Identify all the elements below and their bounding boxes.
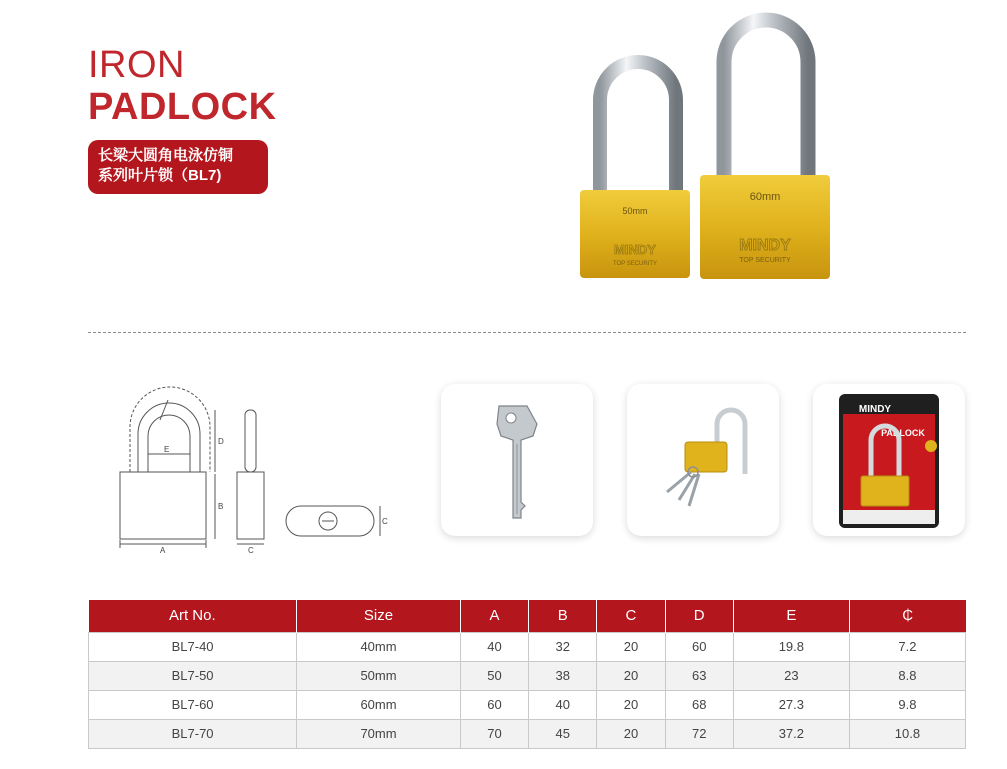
cell-b: 32 [529,632,597,661]
cell-size: 70mm [297,719,461,748]
col-e: E [733,600,849,632]
small-lock-tagline: TOP SECURITY [612,261,658,267]
table-header-row [89,600,966,632]
cell-d: 63 [665,661,733,690]
cell-art-no: BL7-60 [89,690,297,719]
cell-e: 19.8 [733,632,849,661]
key-icon [441,384,593,536]
padlock-with-keys-icon [627,384,779,536]
dim-b-label: B [218,502,224,511]
cell-e: 27.3 [733,690,849,719]
dim-c-side-label: C [248,546,254,555]
package-icon [813,384,965,536]
col-size: Size [297,600,461,632]
cell-e: 23 [733,661,849,690]
cell-art-no: BL7-70 [89,719,297,748]
cell-a: 40 [460,632,528,661]
cell-art-no: BL7-50 [89,661,297,690]
cell-weight: 8.8 [849,661,965,690]
cell-size: 40mm [297,632,461,661]
dim-d-label: D [218,437,224,446]
dimension-drawing [100,372,400,562]
table-row [89,690,966,719]
cell-weight: 10.8 [849,719,965,748]
dim-a-label: A [160,546,166,555]
title-iron: IRON [88,44,185,86]
col-b: B [529,600,597,632]
large-lock-label: 60mm [749,191,781,203]
large-lock-tagline: TOP SECURITY [739,257,791,264]
col-a: A [460,600,528,632]
cell-c: 20 [597,719,665,748]
cell-c: 20 [597,661,665,690]
cell-weight: 7.2 [849,632,965,661]
cell-a: 60 [460,690,528,719]
cell-b: 40 [529,690,597,719]
cell-b: 38 [529,661,597,690]
cell-b: 45 [529,719,597,748]
title-padlock: PADLOCK [88,86,277,128]
badge-line-2: 系列叶片锁（BL7) [98,167,222,184]
small-lock-label: 50mm [622,206,648,216]
col-d: D [665,600,733,632]
key-thumbnail [441,384,593,536]
large-lock-brand: MINDY [739,237,791,254]
hero-padlocks-image [528,0,840,325]
cell-d: 60 [665,632,733,661]
section-divider [88,332,966,333]
cell-e: 37.2 [733,719,849,748]
cell-weight: 9.8 [849,690,965,719]
package-brand: MINDY [858,404,892,415]
series-badge [88,140,268,194]
cell-d: 68 [665,690,733,719]
col-art-no: Art No. [89,600,297,632]
cell-c: 20 [597,632,665,661]
badge-line-1: 长梁大圆角电泳仿铜 [98,147,234,164]
dim-e-label: E [164,445,170,454]
cell-d: 72 [665,719,733,748]
cell-size: 50mm [297,661,461,690]
package-title: PADLOCK [881,428,925,438]
dim-c-bottom-label: C [382,517,388,526]
cell-art-no: BL7-40 [89,632,297,661]
col-c: C [597,600,665,632]
spec-table [88,600,966,749]
package-thumbnail [813,384,965,536]
cell-c: 20 [597,690,665,719]
table-row [89,632,966,661]
padlock-keys-thumbnail [627,384,779,536]
small-lock-brand: MINDY [614,242,656,257]
table-row [89,661,966,690]
cell-a: 70 [460,719,528,748]
table-row [89,719,966,748]
col-weight: ₵ [849,600,965,632]
cell-a: 50 [460,661,528,690]
cell-size: 60mm [297,690,461,719]
